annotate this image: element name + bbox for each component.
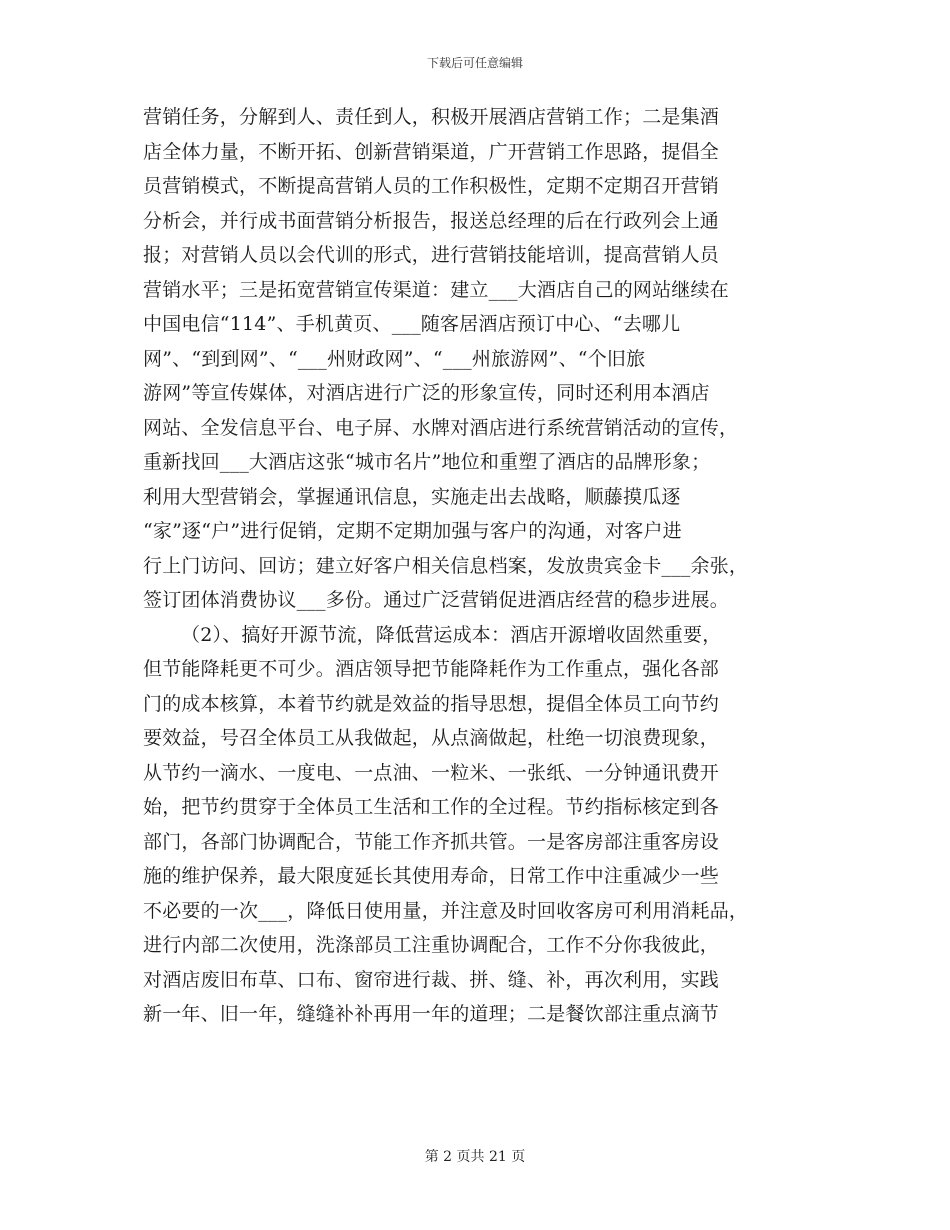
text-line: 报；对营销人员以会代训的形式，进行营销技能培训，提高营销人员 xyxy=(143,244,720,266)
text-line: 不必要的一次___，降低日使用量，并注意及时回收客房可利用消耗品， xyxy=(143,899,749,922)
text-line: 游网”等宣传媒体，对酒店进行广泛的形象宣传，同时还利用本酒店 xyxy=(143,382,710,404)
text-line: 网站、全发信息平台、电子屏、水牌对酒店进行系统营销活动的宣传， xyxy=(143,416,739,439)
text-line: 始，把节约贯穿于全体员工生活和工作的全过程。节约指标核定到各 xyxy=(143,796,720,818)
text-line: 营销任务，分解到人、责任到人，积极开展酒店营销工作；二是集酒 xyxy=(143,106,720,128)
text-line: 签订团体消费协议___多份。通过广泛营销促进酒店经营的稳步进展。 xyxy=(143,589,729,611)
text-line: 利用大型营销会，掌握通讯信息，实施走出去战略，顺藤摸瓜逐 xyxy=(143,485,681,508)
document-body xyxy=(143,100,808,1032)
text-line: 门的成本核算，本着节约就是效益的指导思想，提倡全体员工向节约 xyxy=(143,692,720,715)
text-line: 员营销模式，不断提高营销人员的工作积极性，定期不定期召开营销 xyxy=(143,175,720,197)
text-line: 进行内部二次使用，洗涤部员工注重协调配合，工作不分你我彼此， xyxy=(143,934,720,956)
text-line: 新一年、旧一年，缝缝补补再用一年的道理；二是餐饮部注重点滴节 xyxy=(143,1003,720,1025)
text-line: 对酒店废旧布草、口布、窗帘进行裁、拼、缝、补，再次利用，实践 xyxy=(143,968,720,991)
text-line: 营销水平；三是拓宽营销宣传渠道：建立___大酒店自己的网站继续在 xyxy=(143,278,729,301)
text-line: 店全体力量，不断开拓、创新营销渠道，广开营销工作思路，提倡全 xyxy=(143,140,720,163)
text-line: “家”逐“户”进行促销，定期不定期加强与客户的沟通，对客户进 xyxy=(143,520,682,542)
text-line: 但节能降耗更不可少。酒店领导把节能降耗作为工作重点，强化各部 xyxy=(143,658,720,680)
text-line: 施的维护保养，最大限度延长其使用寿命，日常工作中注重减少一些 xyxy=(143,865,720,887)
text-line: 分析会，并行成书面营销分析报告，报送总经理的后在行政列会上通 xyxy=(143,209,720,232)
page-header: 下载后可任意编辑 xyxy=(426,56,523,70)
paragraph-start-line: （2）、搞好开源节流，降低营运成本：酒店开源增收固然重要， xyxy=(181,623,722,646)
page-number-footer: 第 2 页共 21 页 xyxy=(424,1149,526,1165)
text-line: 网”、“到到网”、“___州财政网”、“___州旅游网”、“个旧旅 xyxy=(143,347,646,370)
text-line: 中国电信“114”、手机黄页、___随客居酒店预订中心、“去哪儿 xyxy=(143,313,681,335)
text-line: 重新找回___大酒店这张“城市名片”地位和重塑了酒店的品牌形象； xyxy=(143,451,711,473)
text-line: 行上门访问、回访；建立好客户相关信息档案，发放贵宾金卡___余张， xyxy=(143,554,749,577)
text-line: 要效益，号召全体员工从我做起，从点滴做起，杜绝一切浪费现象， xyxy=(143,727,720,749)
text-line: 部门，各部门协调配合，节能工作齐抓共管。一是客房部注重客房设 xyxy=(143,830,720,853)
text-line: 从节约一滴水、一度电、一点油、一粒米、一张纸、一分钟通讯费开 xyxy=(143,761,720,784)
